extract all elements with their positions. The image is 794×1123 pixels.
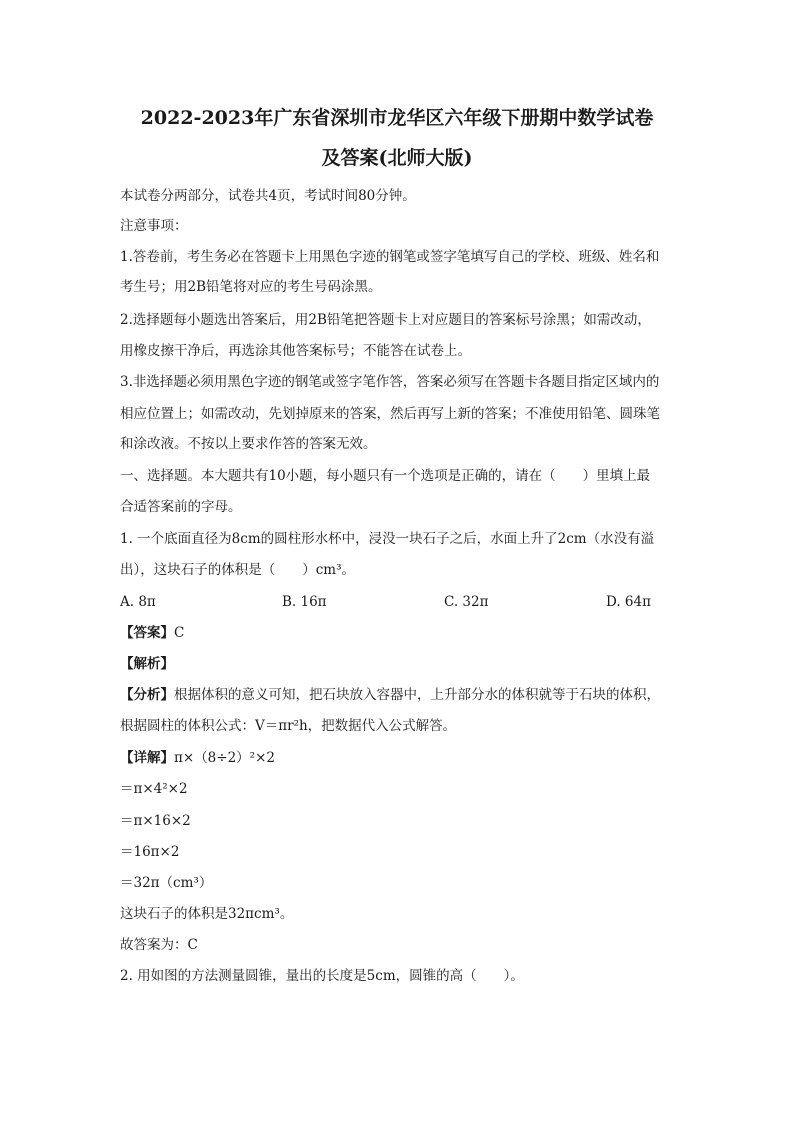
- notice-item-1b: 考生号；用2B铅笔将对应的考生号码涂黑。: [120, 279, 382, 295]
- detail-text: π×（8÷2）²×2: [174, 750, 275, 766]
- question-1-stem: 1. 一个底面直径为8cm的圆柱形水杯中，浸没一块石子之后，水面上升了2cm（水没有溢: [120, 531, 655, 547]
- fenxi-tag: 【分析】: [120, 687, 174, 703]
- question-1-option-d: D. 64π: [606, 594, 651, 610]
- question-1-step-4: ＝32π（cm³）: [120, 875, 213, 891]
- question-1-step-1: ＝π×4²×2: [120, 781, 188, 797]
- notice-item-1a: 1.答卷前，考生务必在答题卡上用黑色字迹的钢笔或签字笔填写自己的学校、班级、姓名和: [120, 249, 660, 265]
- question-1-option-a: A. 8π: [120, 594, 156, 610]
- question-1-final-answer: 故答案为：C: [120, 937, 198, 953]
- question-1-step-2: ＝π×16×2: [120, 813, 191, 829]
- question-1-detail: [120, 748, 680, 768]
- question-1-option-c: C. 32π: [444, 594, 489, 610]
- document-title-line-2: 及答案(北师大版): [321, 147, 473, 169]
- section-1-heading-cont: 合适答案前的字母。: [120, 499, 242, 515]
- notice-item-3b: 相应位置上；如需改动，先划掉原来的答案，然后再写上新的答案；不准使用铅笔、圆珠笔: [120, 406, 660, 422]
- notice-item-2b: 用橡皮擦干净后，再选涂其他答案标号；不能答在试卷上。: [120, 343, 471, 359]
- question-1-conclusion: 这块石子的体积是32πcm³。: [120, 906, 294, 922]
- notice-item-3a: 3.非选择题必须用黑色字迹的钢笔或签字笔作答，答案必须写在答题卡各题目指定区域内的: [120, 374, 660, 390]
- question-1-step-3: ＝16π×2: [120, 844, 180, 860]
- answer-value: C: [174, 625, 185, 641]
- question-1-stem-cont: 出），这块石子的体积是（ ）cm³。: [120, 562, 356, 578]
- fenxi-text: 根据体积的意义可知，把石块放入容器中，上升部分水的体积就等于石块的体积，: [174, 687, 660, 703]
- question-1-analysis-tag: 【解析】: [120, 656, 174, 672]
- intro-text: 本试卷分两部分，试卷共4页，考试时间80分钟。: [120, 188, 416, 204]
- question-2-stem: 2. 用如图的方法测量圆锥，量出的长度是5cm，圆锥的高（ ）。: [120, 968, 524, 984]
- document-title-line-1: 2022-2023年广东省深圳市龙华区六年级下册期中数学试卷: [140, 107, 654, 129]
- question-1-fenxi: [120, 685, 680, 705]
- notice-heading: 注意事项：: [120, 218, 188, 234]
- question-1-answer: [120, 623, 680, 643]
- section-1-heading: 一、选择题。本大题共有10小题，每小题只有一个选项是正确的，请在（ ）里填上最: [120, 468, 651, 484]
- detail-tag: 【详解】: [120, 750, 174, 766]
- notice-item-2a: 2.选择题每小题选出答案后，用2B铅笔把答题卡上对应题目的答案标号涂黑；如需改动，: [120, 312, 651, 328]
- answer-tag: 【答案】: [120, 625, 174, 641]
- question-1-option-b: B. 16π: [282, 594, 327, 610]
- notice-item-3c: 和涂改液。不按以上要求作答的答案无效。: [120, 436, 377, 452]
- question-1-fenxi-cont: 根据圆柱的体积公式：V＝πr²h，把数据代入公式解答。: [120, 718, 457, 734]
